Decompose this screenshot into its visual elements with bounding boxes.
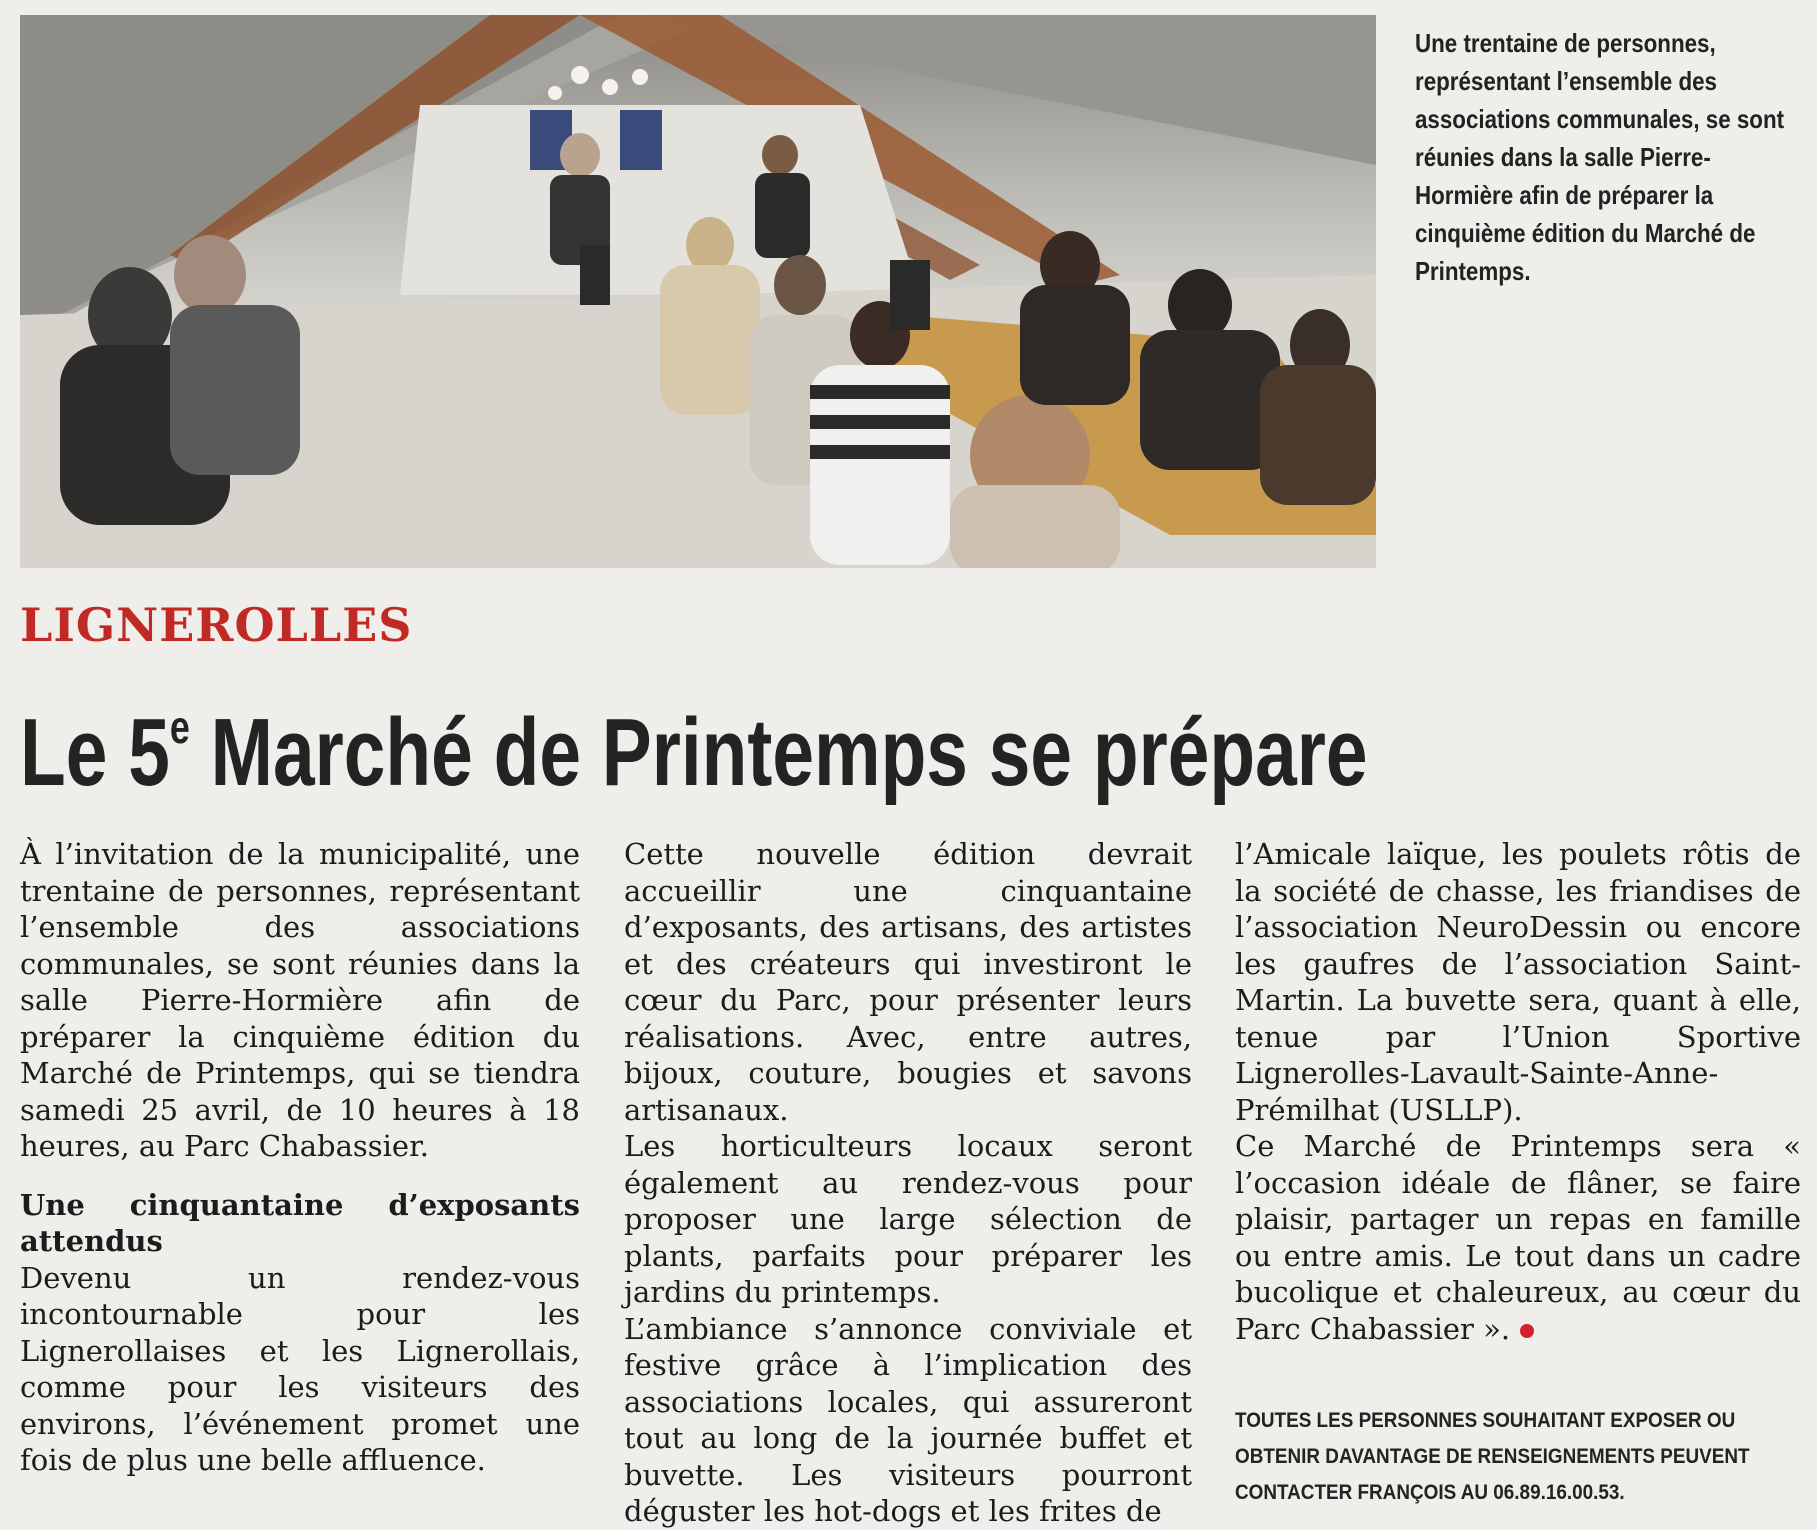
article-column-2	[624, 836, 1192, 1530]
headline-superscript: e	[169, 701, 190, 753]
paragraph-exhibitors: Cette nouvelle édition devrait accueillir une cinquantaine d’exposants, des artisans, des artistes et des créateurs qui investiront le cœur du Parc, pour présenter leurs réalisations. Avec, entre autres, bijoux, couture, bougies et savons artisanaux.	[624, 837, 1192, 1127]
paragraph-horticulture: Les horticulteurs locaux seront également au rendez-vous pour proposer une large sélection de plants, parfaits pour préparer les jardins du printemps.	[624, 1129, 1192, 1309]
contact-note: TOUTES LES PERSONNES SOUHAITANT EXPOSER OU OBTENIR DAVANTAGE DE RENSEIGNEMENTS PEUVENT CONTACTER FRANÇOIS AU 06.89.16.00.53.	[1235, 1409, 1750, 1504]
article-column-1	[20, 836, 580, 1479]
photo-caption: Une trentaine de personnes, représentant l’ensemble des associations communales, se sont réunies dans la salle Pierre- Hormière afin de préparer la cinquième édition du Marché de Printemps.	[1415, 28, 1785, 286]
article-subhead: Une cinquantaine d’exposants attendus	[20, 1187, 580, 1258]
article-headline	[20, 672, 1368, 808]
article-column-3	[1235, 836, 1801, 1347]
paragraph-event: Devenu un rendez-vous incontournable pour les Lignerollaises et les Lignerollais, comme pour les visiteurs des environs, l’événement promet une fois de plus une belle affluence.	[20, 1260, 580, 1477]
quote-text: Ce Marché de Printemps sera « l’occasion idéale de flâner, se faire plaisir, partager un repas en famille ou entre amis. Le tout dans un cadre bucolique et chaleureux, au cœur du Parc Chabassier ».	[1235, 1129, 1801, 1346]
article-photo	[20, 15, 1376, 568]
end-mark-icon	[1520, 1324, 1534, 1338]
paragraph-quote	[1235, 1128, 1801, 1347]
paragraph-intro: À l’invitation de la municipalité, une trentaine de personnes, représentant l’ensemble des associations communales, se sont réunies dans la salle Pierre-Hormière afin de préparer la cinquième édition du Marché de Printemps, qui se tiendra samedi 25 avril, de 10 heures à 18 heures, au Parc Chabassier.	[20, 837, 580, 1163]
meeting-photo-illustration	[20, 15, 1376, 568]
paragraph-ambiance: L’ambiance s’annonce conviviale et festive grâce à l’implication des associations locales, qui assureront tout au long de la journée buffet et buvette. Les visiteurs pourront déguster les hot-dogs et les frites de	[624, 1311, 1192, 1528]
headline-part-2: Marché de Printemps se prépare	[189, 699, 1368, 806]
headline-part-1: Le 5	[20, 699, 170, 806]
paragraph-food: l’Amicale laïque, les poulets rôtis de la société de chasse, les friandises de l’association NeuroDessin ou encore les gaufres de l’association Saint-Martin. La buvette sera, quant à elle, tenue par l’Union Sportive Lignerolles-Lavault-Sainte-Anne-Prémilhat (USLLP).	[1235, 837, 1801, 1127]
article-kicker: LIGNEROLLES	[20, 598, 413, 652]
